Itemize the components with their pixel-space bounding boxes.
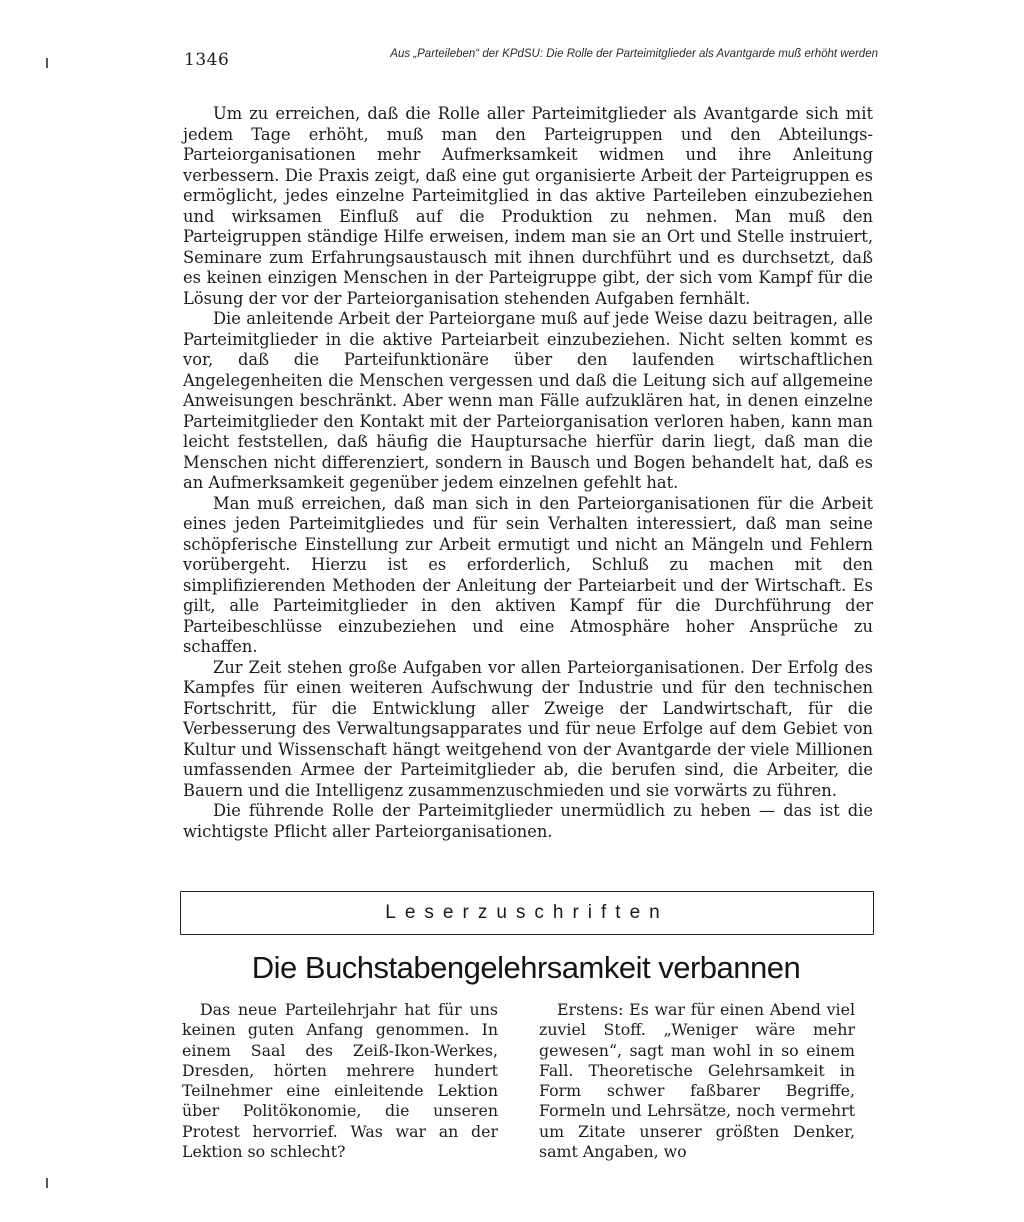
scan-mark	[46, 1178, 48, 1188]
paragraph: Um zu erreichen, daß die Rolle aller Parteimitglieder als Avantgarde sich mit jedem Tage erhöht, muß man den Parteigruppen und den Abteilungs-Parteiorganisationen mehr Aufmerksamkeit widmen und ihre Anleitung verbessern. Die Praxis zeigt, daß eine gut organisierte Arbeit der Parteigruppen es ermöglicht, jedes einzelne Parteimitglied in das aktive Parteileben einzubeziehen und wirksamen Einfluß auf die Produktion zu nehmen. Man muß den Parteigruppen ständige Hilfe erweisen, indem man sie an Ort und Stelle instruiert, Seminare zum Erfahrungsaustausch mit ihnen durchführt und es durchsetzt, daß es keinen einzigen Menschen in der Parteigruppe gibt, der sich vom Kampf für die Lösung der vor der Parteiorganisation stehenden Aufgaben fernhält.	[183, 104, 873, 308]
scan-mark	[46, 58, 48, 68]
paragraph: Die anleitende Arbeit der Parteiorgane muß auf jede Weise dazu beitragen, alle Parteimitglieder in die aktive Parteiarbeit einzubeziehen. Nicht selten kommt es vor, daß die Parteifunktionäre über den laufenden wirtschaftlichen Angelegenheiten die Menschen vergessen und daß die Leitung sich auf allgemeine Anweisungen beschränkt. Aber wenn man Fälle aufzuklären hat, in denen einzelne Parteimitglieder den Kontakt mit der Parteiorganisation verloren haben, kann man leicht feststellen, daß häufig die Hauptursache hierfür darin liegt, daß man die Menschen nicht differenziert, sondern in Bausch und Bogen behandelt hat, daß es an Aufmerksamkeit gegenüber jedem einzelnen gefehlt hat.	[183, 309, 873, 492]
section-heading: Leserzuschriften	[385, 902, 669, 923]
running-head: Aus „Parteileben“ der KPdSU: Die Rolle der Parteimitglieder als Avantgarde muß erhöht werden	[390, 48, 878, 60]
article-column-left	[182, 1000, 498, 1162]
article-column-right	[539, 1000, 855, 1162]
paragraph: Zur Zeit stehen große Aufgaben vor allen Parteiorganisationen. Der Erfolg des Kampfes für einen weiteren Aufschwung der Industrie und für den technischen Fortschritt, für die Entwicklung aller Zweige der Landwirtschaft, für die Verbesserung des Verwaltungsapparates und für neue Erfolge auf dem Gebiet von Kultur und Wissenschaft hängt weitgehend von der Avantgarde der viele Millionen umfassenden Armee der Parteimitglieder ab, die berufen sind, die Arbeiter, die Bauern und die Intelligenz zusammenzuschmieden und sie vorwärts zu führen.	[183, 657, 873, 800]
paragraph: Erstens: Es war für einen Abend viel zuviel Stoff. „Weniger wäre mehr gewesen“, sagt man wohl in so einem Fall. Theoretische Gelehrsamkeit in Form schwer faßbarer Begriffe, Formeln und Lehrsätze, noch vermehrt um Zitate unserer größten Denker, samt Angaben, wo	[539, 1000, 855, 1162]
article-title: Die Buchstabengelehrsamkeit verbannen	[251, 950, 801, 985]
section-heading-box	[180, 891, 874, 935]
paragraph: Die führende Rolle der Parteimitglieder unermüdlich zu heben — das ist die wichtigste Pflicht aller Parteiorganisationen.	[183, 801, 873, 841]
page-number: 1346	[184, 50, 230, 70]
paragraph: Das neue Parteilehrjahr hat für uns keinen guten Anfang genommen. In einem Saal des Zeiß-Ikon-Werkes, Dresden, hörten mehrere hundert Teilnehmer eine einleitende Lektion über Politökonomie, die unseren Protest hervorrief. Was war an der Lektion so schlecht?	[182, 1000, 498, 1162]
main-text	[183, 104, 873, 842]
paragraph: Man muß erreichen, daß man sich in den Parteiorganisationen für die Arbeit eines jeden Parteimitgliedes und für sein Verhalten interessiert, daß man seine schöpferische Einstellung zur Arbeit ermutigt und nicht an Mängeln und Fehlern vorübergeht. Hierzu ist es erforderlich, Schluß zu machen mit den simplifizierenden Methoden der Anleitung der Parteiarbeit und der Wirtschaft. Es gilt, alle Parteimitglieder in den aktiven Kampf für die Durchführung der Parteibeschlüsse einzubeziehen und eine Atmosphäre hoher Ansprüche zu schaffen.	[183, 493, 873, 656]
